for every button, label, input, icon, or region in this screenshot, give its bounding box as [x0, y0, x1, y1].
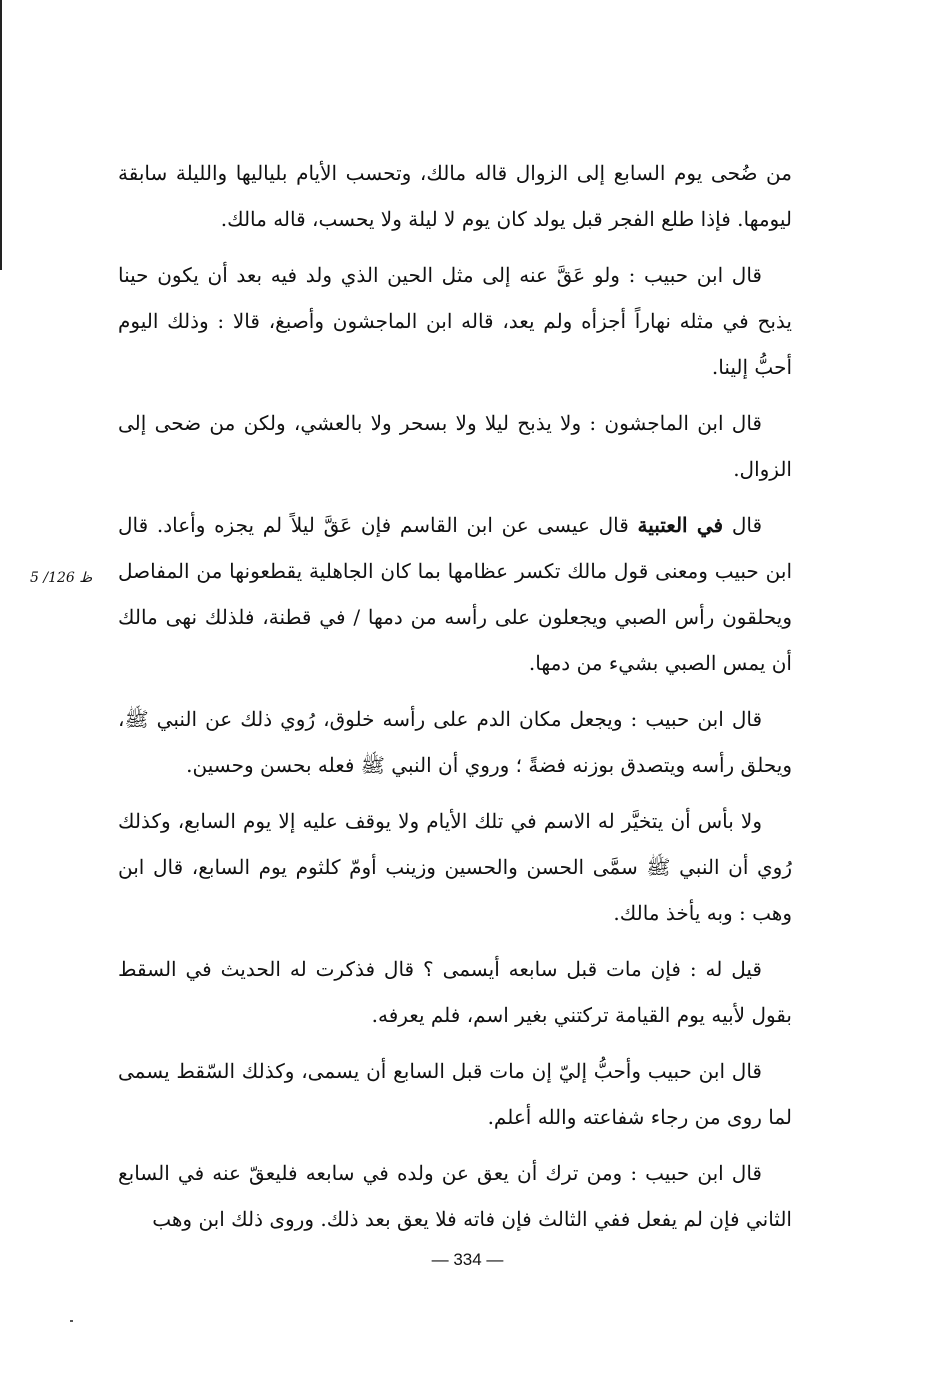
scan-speck	[70, 1320, 73, 1322]
paragraph-1: من ضُحى يوم السابع إلى الزوال قاله مالك، وتحسب الأيام بلياليها والليلة سابقة ليومها. فإذا طلع الفجر قبل يولد كان يوم لا ليلة ولا يحسب، قاله مالك.	[118, 161, 792, 231]
page-text-block	[118, 150, 792, 1252]
paragraph-4-after: قال عيسى عن ابن القاسم فإن عَقَّ ليلاً لم يجزه وأعاد. قال ابن حبيب ومعنى قول مالك تكسر عظامها بما كان الجاهلية يقطعونها من المفاصل ويحلقون رأس الصبي ويجعلون على رأسه من دمها / في قطنة، فلذلك نهى مالك أن يمس الصبي بشيء من دمها.	[118, 513, 792, 675]
paragraph-3: قال ابن الماجشون : ولا يذبح ليلا ولا بسحر ولا بالعشي، ولكن من ضحى إلى الزوال.	[118, 411, 792, 481]
paragraph-2: قال ابن حبيب : ولو عَقَّ عنه إلى مثل الحين الذي ولد فيه بعد أن يكون حينا يذبح في مثله نهاراً أجزأه ولم يعد، قاله ابن الماجشون وأصبغ، قالا : وذلك اليوم أحبُّ إلينا.	[118, 263, 792, 379]
paragraph-4-before: قال	[723, 513, 762, 537]
paragraph-4-bold-title: في العتبية	[637, 513, 724, 537]
paragraph-9: قال ابن حبيب : ومن ترك أن يعق عن ولده في سابعه فليعقّ عنه في السابع الثاني فإن لم يفعل ففي الثالث فإن فاته فلا يعق بعد ذلك. وروى ذلك ابن وهب	[118, 1161, 792, 1231]
paragraph-8: قال ابن حبيب وأحبُّ إليّ إن مات قبل السابع أن يسمى، وكذلك السّقط يسمى لما روى من رجاء شفاعته والله أعلم.	[118, 1059, 792, 1129]
paragraph-7: قيل له : فإن مات قبل سابعه أيسمى ؟ قال فذكرت له الحديث في السقط بقول لأبيه يوم القيامة تركتني بغير اسم، فلم يعرفه.	[118, 957, 792, 1027]
paragraph-4	[118, 502, 792, 686]
margin-folio-reference: 5 /126 ظ	[30, 570, 93, 586]
paragraph-6: ولا بأس أن يتخيَّر له الاسم في تلك الأيام ولا يوقف عليه إلا يوم السابع، وكذلك رُوي أن النبي ﷺ سمَّى الحسن والحسين وزينب أومّ كلثوم يوم السابع، قال ابن وهب : وبه يأخذ مالك.	[118, 809, 792, 925]
page-number: — 334 —	[431, 1250, 504, 1269]
paragraph-5: قال ابن حبيب : ويجعل مكان الدم على رأسه خلوق، رُوي ذلك عن النبي ﷺ، ويحلق رأسه ويتصدق بوزنه فضةً ؛ وروي أن النبي ﷺ فعله بحسن وحسين.	[118, 707, 792, 777]
scan-edge-line	[0, 0, 2, 270]
